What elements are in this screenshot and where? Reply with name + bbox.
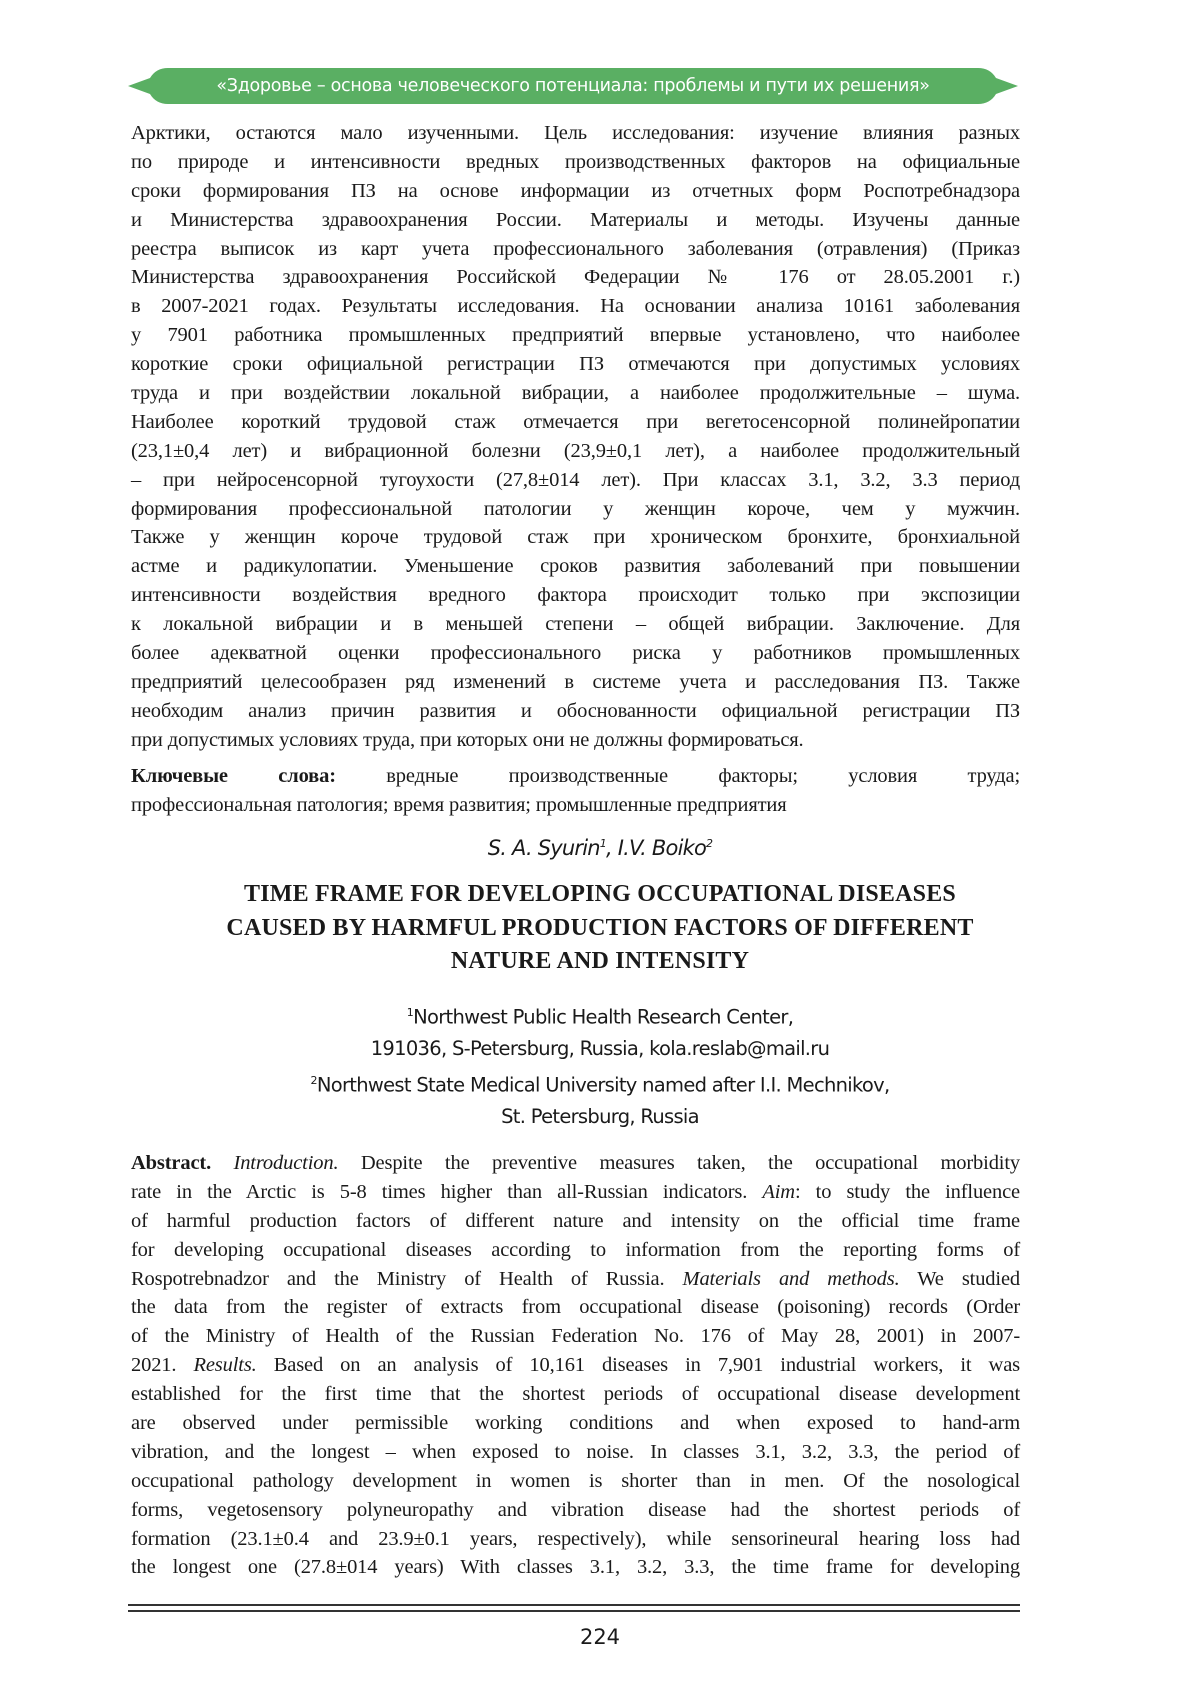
text-segment: Rospotrebnadzor and the Ministry of Health of Russia. xyxy=(131,1268,683,1290)
text-line: Арктики, остаются мало изученными. Цель исследования: изучение влияния разных xyxy=(131,119,1020,148)
text-segment: Introduction. xyxy=(234,1152,339,1174)
text-line: – при нейросенсорной тугоухости (27,8±014 лет). При классах 3.1, 3.2, 3.3 период xyxy=(131,466,1020,495)
russian-abstract xyxy=(131,119,1020,755)
text-line: у 7901 работника промышленных предприятий впервые установлено, что наиболее xyxy=(131,321,1020,350)
text-line xyxy=(131,1293,1020,1322)
footer-rule xyxy=(128,1604,1020,1606)
text-line: короткие сроки официальной регистрации ПЗ отмечаются при допустимых условиях xyxy=(131,350,1020,379)
author-name: , I.V. Boiko xyxy=(606,836,706,860)
text-segment: of the Ministry of Health of the Russian Federation No. 176 of May 28, 2001) in 2007- xyxy=(131,1325,1020,1347)
title-line: NATURE AND INTENSITY xyxy=(100,945,1100,979)
affiliation-line: St. Petersburg, Russia xyxy=(100,1101,1100,1132)
text-segment: We studied xyxy=(900,1268,1020,1290)
text-line: астме и радикулопатии. Уменьшение сроков развития заболеваний при повышении xyxy=(131,552,1020,581)
text-line xyxy=(131,1207,1020,1236)
text-segment: Aim xyxy=(762,1181,795,1203)
text-line xyxy=(131,1380,1020,1409)
text-line: Министерства здравоохранения Российской Федерации № 176 от 28.05.2001 г.) xyxy=(131,263,1020,292)
text-segment: Materials and methods. xyxy=(683,1268,900,1290)
text-line: по природе и интенсивности вредных производственных факторов на официальные xyxy=(131,148,1020,177)
author-name: S. A. Syurin xyxy=(488,836,600,860)
text-line: в 2007-2021 годах. Результаты исследования. На основании анализа 10161 заболевания xyxy=(131,292,1020,321)
text-line: (23,1±0,4 лет) и вибрационной болезни (23,9±0,1 лет), а наиболее продолжительный xyxy=(131,437,1020,466)
text-line xyxy=(131,1525,1020,1554)
text-segment xyxy=(211,1152,233,1174)
text-segment: Results. xyxy=(193,1354,256,1376)
text-line: сроки формирования ПЗ на основе информации из отчетных форм Роспотребнадзора xyxy=(131,177,1020,206)
keywords-label: Ключевые слова: xyxy=(131,765,336,787)
keywords-section xyxy=(131,762,1020,820)
text-line xyxy=(131,1467,1020,1496)
text-segment: for developing occupational diseases according to information from the reporting forms of xyxy=(131,1239,1020,1261)
text-line xyxy=(131,1351,1020,1380)
affiliation-2 xyxy=(100,1065,1100,1132)
text-line xyxy=(131,1553,1020,1582)
text-line: более адекватной оценки профессионального риска у работников промышленных xyxy=(131,639,1020,668)
affiliation-line: Northwest State Medical University named after I.I. Mechnikov, xyxy=(317,1074,890,1097)
text-segment: Abstract. xyxy=(131,1152,211,1174)
text-line: необходим анализ причин развития и обоснованности официальной регистрации ПЗ xyxy=(131,697,1020,726)
affiliation-mark: 2 xyxy=(311,1074,317,1087)
text-line: интенсивности воздействия вредного фактора происходит только при экспозиции xyxy=(131,581,1020,610)
text-line xyxy=(131,1496,1020,1525)
english-abstract xyxy=(131,1149,1020,1582)
text-segment: are observed under permissible working conditions and when exposed to hand-arm xyxy=(131,1412,1020,1434)
text-line: предприятий целесообразен ряд изменений в системе учета и расследования ПЗ. Также xyxy=(131,668,1020,697)
author-affiliation-mark: 2 xyxy=(706,837,712,850)
text-line xyxy=(131,1149,1020,1178)
text-segment: established for the first time that the shortest periods of occupational disease development xyxy=(131,1383,1020,1405)
affiliation-line: 191036, S-Petersburg, Russia, kola.reslab@mail.ru xyxy=(100,1033,1100,1064)
text-segment: of harmful production factors of different nature and intensity on the official time frame xyxy=(131,1210,1020,1232)
title-line: TIME FRAME FOR DEVELOPING OCCUPATIONAL DISEASES xyxy=(100,878,1100,912)
text-line: формирования профессиональной патологии у женщин короче, чем у мужчин. xyxy=(131,495,1020,524)
author-affiliation-mark: 1 xyxy=(600,837,606,850)
text-line xyxy=(131,1438,1020,1467)
keywords-line-1: вредные производственные факторы; условия труда; xyxy=(386,765,1020,787)
text-segment: 2021. xyxy=(131,1354,193,1376)
text-line: Также у женщин короче трудовой стаж при хроническом бронхите, бронхиальной xyxy=(131,523,1020,552)
text-segment: formation (23.1±0.4 and 23.9±0.1 years, respectively), while sensorineural hearing loss had xyxy=(131,1528,1020,1550)
affiliation-line: Northwest Public Health Research Center, xyxy=(413,1006,793,1029)
keywords-line-2: профессиональная патология; время развития; промышленные предприятия xyxy=(131,791,1020,820)
affiliation-mark: 1 xyxy=(407,1006,413,1019)
text-segment: the longest one (27.8±014 years) With classes 3.1, 3.2, 3.3, the time frame for developing xyxy=(131,1556,1020,1578)
authors xyxy=(100,836,1100,860)
text-segment: rate in the Arctic is 5-8 times higher than all-Russian indicators. xyxy=(131,1181,762,1203)
affiliation-1 xyxy=(100,997,1100,1064)
text-line: Наиболее короткий трудовой стаж отмечается при вегетосенсорной полинейропатии xyxy=(131,408,1020,437)
text-segment: occupational pathology development in women is shorter than in men. Of the nosological xyxy=(131,1470,1020,1492)
text-segment: Based on an analysis of 10,161 diseases in 7,901 industrial workers, it was xyxy=(257,1354,1020,1376)
text-line: труда и при воздействии локальной вибрации, а наиболее продолжительные – шума. xyxy=(131,379,1020,408)
text-line: к локальной вибрации и в меньшей степени – общей вибрации. Заключение. Для xyxy=(131,610,1020,639)
text-segment: vibration, and the longest – when exposed to noise. In classes 3.1, 3.2, 3.3, the period of xyxy=(131,1441,1020,1463)
text-line xyxy=(131,1265,1020,1294)
text-line xyxy=(131,1236,1020,1265)
title-line: CAUSED BY HARMFUL PRODUCTION FACTORS OF DIFFERENT xyxy=(100,912,1100,946)
journal-header-text: «Здоровье – основа человеческого потенциала: проблемы и пути их решения» xyxy=(128,66,1018,106)
text-segment: the data from the register of extracts from occupational disease (poisoning) records (Order xyxy=(131,1296,1020,1318)
text-segment: Despite the preventive measures taken, the occupational morbidity xyxy=(338,1152,1020,1174)
text-line xyxy=(131,1409,1020,1438)
text-line: реестра выписок из карт учета профессионального заболевания (отравления) (Приказ xyxy=(131,235,1020,264)
text-segment: forms, vegetosensory polyneuropathy and vibration disease had the shortest periods of xyxy=(131,1499,1020,1521)
journal-header-banner xyxy=(128,66,1018,106)
text-line xyxy=(131,1178,1020,1207)
text-line: и Министерства здравоохранения России. Материалы и методы. Изучены данные xyxy=(131,206,1020,235)
article-title xyxy=(100,878,1100,979)
text-line: при допустимых условиях труда, при которых они не должны формироваться. xyxy=(131,726,1020,755)
footer-rule xyxy=(128,1610,1020,1612)
text-segment: : to study the influence xyxy=(795,1181,1020,1203)
text-line xyxy=(131,1322,1020,1351)
page-number: 224 xyxy=(0,1625,1200,1649)
